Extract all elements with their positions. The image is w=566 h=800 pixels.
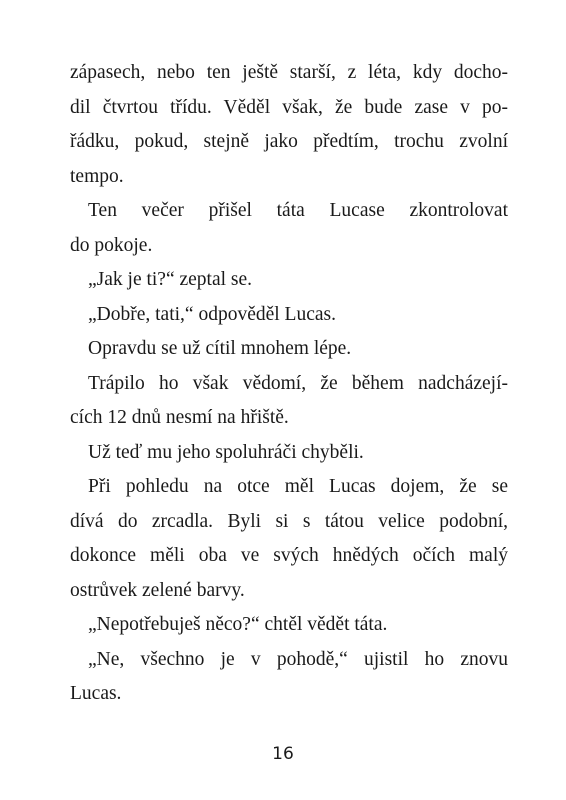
page-number: 16 <box>272 744 294 764</box>
text-line: ostrůvek zelené barvy. <box>70 579 245 601</box>
text-line: Ten večer přišel táta Lucase zkontrolovat <box>88 200 508 221</box>
body-text <box>70 56 508 712</box>
text-line: Trápilo ho však vědomí, že během nadcházejí- <box>88 372 508 394</box>
text-line: do pokoje. <box>70 234 153 256</box>
text-line: dívá do zrcadla. Byli si s tátou velice podobní, <box>70 510 508 532</box>
text-line: Lucas. <box>70 683 122 704</box>
text-line: „Nepotřebuješ něco?“ chtěl vědět táta. <box>88 614 388 635</box>
text-line: zápasech, nebo ten ještě starší, z léta, kdy docho- <box>70 62 508 83</box>
text-line: „Dobře, tati,“ odpověděl Lucas. <box>88 303 336 325</box>
text-line: Při pohledu na otce měl Lucas dojem, že se <box>88 476 508 497</box>
text-line: tempo. <box>70 165 124 187</box>
text-line: řádku, pokud, stejně jako předtím, trochu zvolní <box>70 131 508 152</box>
text-line: cích 12 dnů nesmí na hřiště. <box>70 407 289 428</box>
text-line: dokonce měli oba ve svých hnědých očích malý <box>70 545 508 566</box>
text-line: dil čtvrtou třídu. Věděl však, že bude zase v po- <box>70 96 508 118</box>
text-line: „Ne, všechno je v pohodě,“ ujistil ho znovu <box>88 648 508 670</box>
text-line: Opravdu se už cítil mnohem lépe. <box>88 338 352 359</box>
text-line: Už teď mu jeho spoluhráči chyběli. <box>88 441 364 463</box>
text-line: „Jak je ti?“ zeptal se. <box>88 269 253 290</box>
